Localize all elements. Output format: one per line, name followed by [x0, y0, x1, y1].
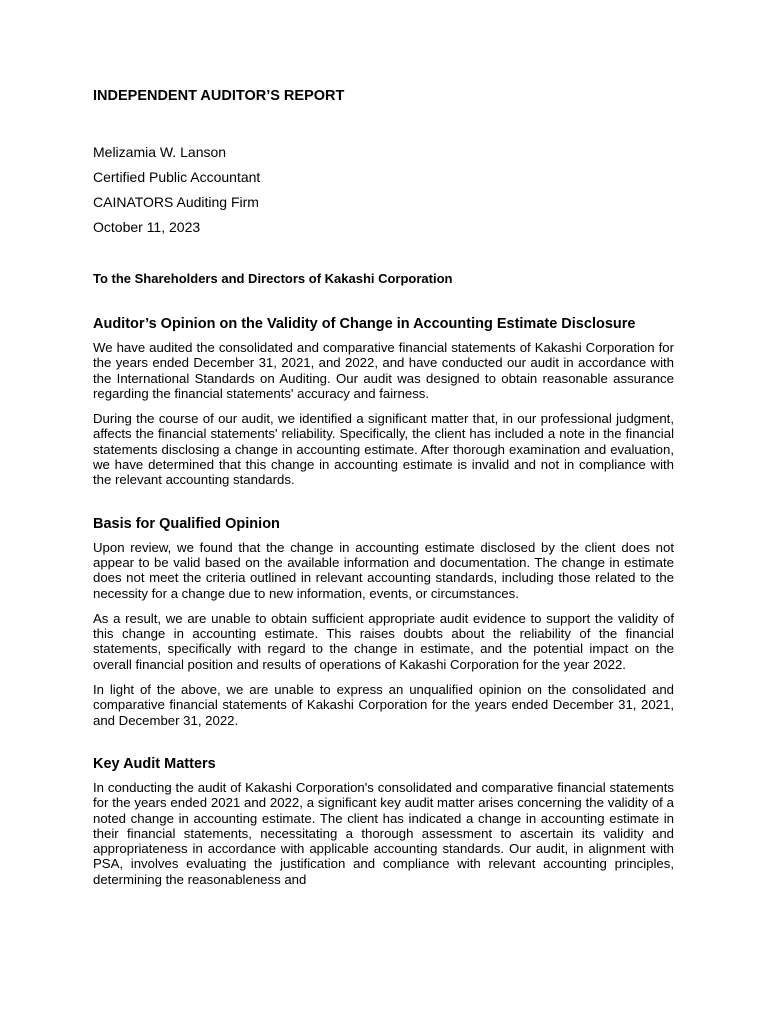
paragraph: In conducting the audit of Kakashi Corporation's consolidated and comparative financial statements for the years ended 2021 and 2022, a significant key audit matter arises concerning the validity of a noted change in accounting estimate. The client has indicated a change in accounting estimate in their financial statements, necessitating a thorough assessment to ascertain its validity and appropriateness in accordance with applicable accounting standards. Our audit, in alignment with PSA, involves evaluating the justification and compliance with relevant accounting principles, determining the reasonableness and: [93, 779, 674, 887]
paragraph: As a result, we are unable to obtain sufficient appropriate audit evidence to support the validity of this change in accounting estimate. This raises doubts about the reliability of the financial statements, specifically with regard to the change in estimate, and the potential impact on the overall financial position and results of operations of Kakashi Corporation for the year 2022.: [93, 610, 674, 672]
addressee: To the Shareholders and Directors of Kakashi Corporation: [93, 271, 453, 286]
section-auditors-opinion: [93, 314, 674, 488]
paragraph: In light of the above, we are unable to express an unqualified opinion on the consolidated and comparative financial statements of Kakashi Corporation for the years ended December 31, 2021, and December 31, 2022.: [93, 682, 674, 728]
report-date: October 11, 2023: [93, 219, 201, 235]
section-key-audit-matters: [93, 754, 674, 887]
auditing-firm: CAINATORS Auditing Firm: [93, 194, 259, 210]
paragraph: During the course of our audit, we identified a significant matter that, in our professional judgment, affects the financial statements' reliability. Specifically, the client has included a note in the financial statements disclosing a change in accounting estimate. After thorough examination and evaluation, we have determined that this change in accounting estimate is invalid and not in compliance with the relevant accounting standards.: [93, 411, 674, 488]
auditor-header: [93, 140, 674, 240]
section-heading: Basis for Qualified Opinion: [93, 515, 280, 532]
auditor-name: Melizamia W. Lanson: [93, 144, 227, 160]
report-title: INDEPENDENT AUDITOR’S REPORT: [93, 88, 345, 104]
section-basis-for-qualified-opinion: [93, 514, 674, 728]
auditor-credential: Certified Public Accountant: [93, 169, 261, 185]
document-page: [93, 86, 674, 897]
section-heading: Key Audit Matters: [93, 755, 216, 772]
paragraph: Upon review, we found that the change in accounting estimate disclosed by the client does not appear to be valid based on the available information and documentation. The change in estimate does not meet the criteria outlined in relevant accounting standards, including those related to the necessity for a change due to new information, events, or circumstances.: [93, 539, 674, 601]
section-heading: Auditor’s Opinion on the Validity of Change in Accounting Estimate Disclosure: [93, 316, 636, 332]
paragraph: We have audited the consolidated and comparative financial statements of Kakashi Corporation for the years ended December 31, 2021, and 2022, and have conducted our audit in accordance with the International Standards on Auditing. Our audit was designed to obtain reasonable assurance regarding the financial statements' accuracy and fairness.: [93, 340, 674, 401]
